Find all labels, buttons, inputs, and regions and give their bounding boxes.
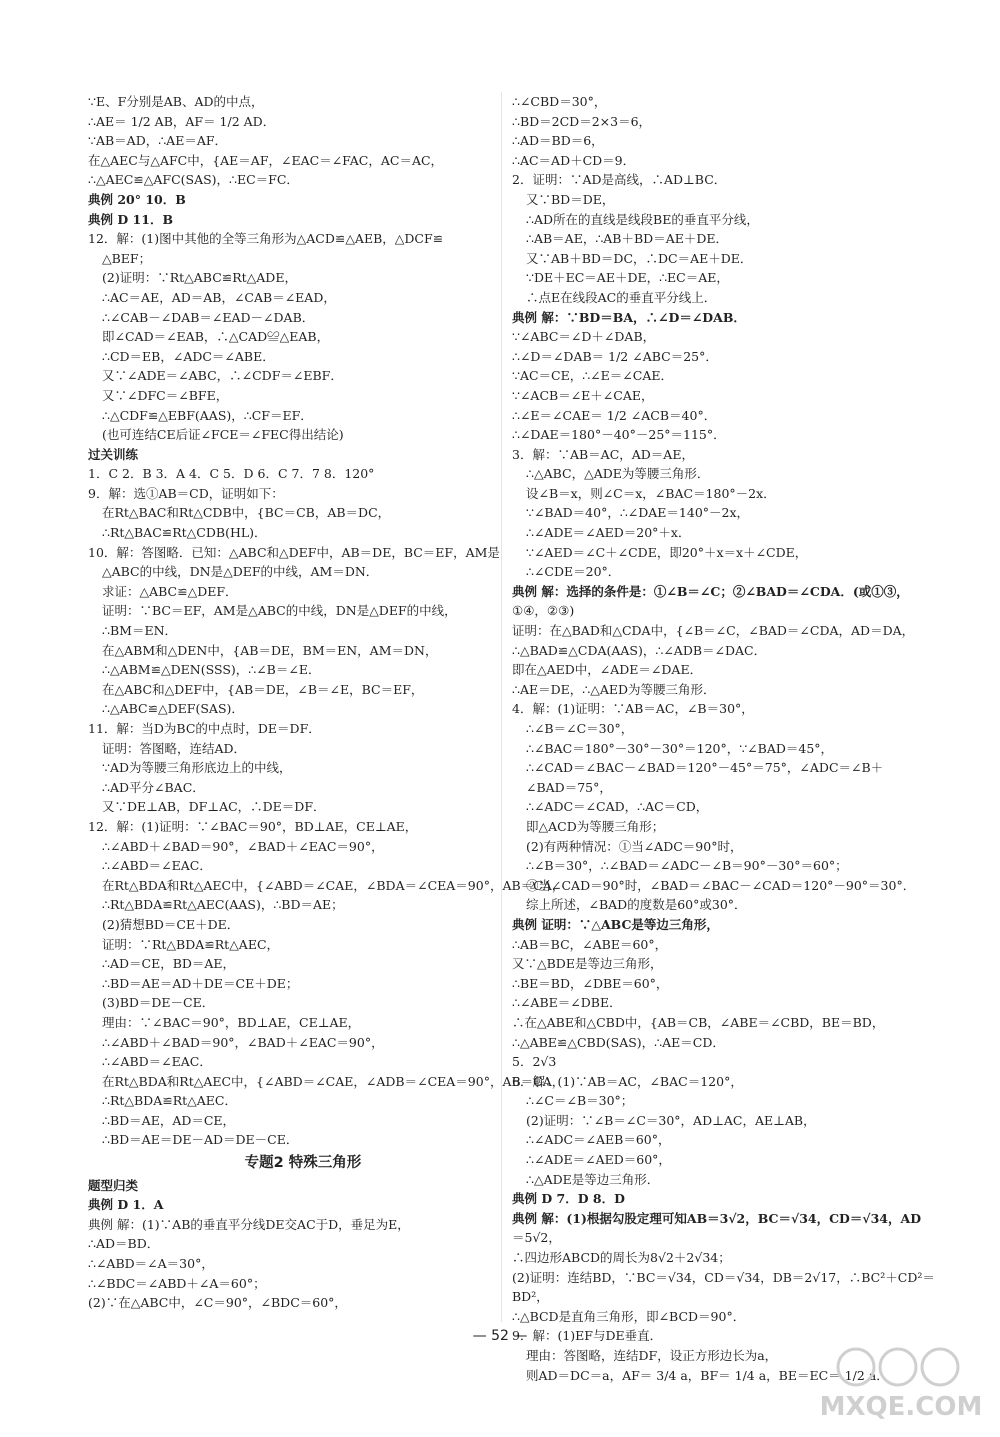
text-line: ∵DE＋EC＝AE＋DE，∴EC＝AE， bbox=[526, 270, 729, 286]
text-line: 在Rt△BAC和Rt△CDB中，{BC＝CB，AB＝DC， bbox=[102, 505, 391, 521]
text-line: 3．解：∵AB＝AC，AD＝AE， bbox=[512, 446, 694, 462]
text-line: ∴△ABE≌△CBD(SAS)，∴AE＝CD． bbox=[512, 1034, 725, 1050]
text-line: ∴∠ADC＝∠CAD，∴AC＝CD， bbox=[526, 799, 709, 815]
section-heading: 专题2 特殊三角形 bbox=[244, 1155, 362, 1172]
text-line: (2)猜想BD＝CE＋DE． bbox=[102, 916, 240, 932]
text-line: △ABC的中线，DN是△DEF的中线，AM＝DN． bbox=[102, 564, 379, 580]
text-line: 又∵DE⊥AB，DF⊥AC，∴DE＝DF． bbox=[102, 799, 326, 815]
text-line: ∴∠C＝∠B＝30°； bbox=[526, 1093, 634, 1109]
text-line: (3)BD＝DE－CE． bbox=[102, 995, 215, 1011]
right-column bbox=[512, 92, 942, 1385]
page-number: — 52 — bbox=[472, 1328, 528, 1344]
text-line: 10．解：答图略．已知：△ABC和△DEF中，AB＝DE，BC＝EF，AM是 bbox=[88, 544, 500, 560]
text-line: 典例 解：选择的条件是：①∠B＝∠C；②∠BAD＝∠CDA．(或①③， bbox=[512, 583, 909, 599]
text-line: ∵∠ABC＝∠D＋∠DAB， bbox=[512, 329, 656, 345]
text-line: ∴∠B＝30°，∴∠BAD＝∠ADC－∠B＝90°－30°＝60°； bbox=[526, 858, 848, 874]
text-line: 典例 D 7．D 8．D bbox=[512, 1191, 625, 1207]
text-line: ∴AC＝AD＋CD＝9． bbox=[512, 152, 636, 168]
text-line: 综上所述，∠BAD的度数是60°或30°． bbox=[526, 897, 747, 913]
text-line: 又∵BD＝DE， bbox=[526, 191, 615, 207]
text-line: ∵∠ACB＝∠E＋∠CAE， bbox=[512, 387, 654, 403]
text-line: ∴△ABC，△ADE为等腰三角形． bbox=[526, 466, 710, 482]
text-line: 5．2√3 bbox=[512, 1054, 557, 1070]
text-line: 求证：△ABC≌△DEF． bbox=[102, 583, 238, 599]
text-line: ∵∠BAD＝40°，∴∠DAE＝140°－2x， bbox=[526, 505, 750, 521]
text-line: ∴∠ADC＝∠AEB＝60°， bbox=[526, 1132, 671, 1148]
text-line: ∴点E在线段AC的垂直平分线上． bbox=[526, 289, 717, 305]
text-line: 在Rt△BDA和Rt△AEC中，{∠ABD＝∠CAE，∠BDA＝∠CEA＝90°，AB＝CA， bbox=[102, 877, 565, 893]
text-line: ∴∠CDE＝20°． bbox=[526, 564, 621, 580]
text-line: (2)证明：连结BD，∵BC＝√34，CD＝√34，DB＝2√17，∴BC²＋CD²＝ bbox=[512, 1269, 935, 1285]
text-line: 在△ABM和△DEN中，{AB＝DE，BM＝EN，AM＝DN， bbox=[102, 642, 438, 658]
watermark-logo bbox=[816, 1337, 986, 1427]
text-line: 证明：在△BAD和△CDA中，{∠B＝∠C，∠BAD＝∠CDA，AD＝DA， bbox=[512, 623, 915, 639]
text-line: 理由：∵∠BAC＝90°，BD⊥AE，CE⊥AE， bbox=[102, 1014, 361, 1030]
text-line: ②当∠CAD＝90°时，∠BAD＝∠BAC－∠CAD＝120°－90°＝30°． bbox=[526, 877, 916, 893]
text-line: ∴∠CBD＝30°， bbox=[512, 94, 607, 109]
text-line: 即∠CAD＝∠EAB，∴△CAD≌△EAB， bbox=[102, 329, 330, 345]
text-line: ∴在△ABE和△CBD中，{AB＝CB，∠ABE＝∠CBD，BE＝BD， bbox=[512, 1014, 885, 1030]
text-line: 又∵∠ADE＝∠ABC，∴∠CDF＝∠EBF． bbox=[102, 368, 343, 384]
text-line: ∴AD所在的直线是线段BE的垂直平分线， bbox=[526, 211, 759, 227]
text-line: ∴AD＝BD． bbox=[88, 1236, 160, 1252]
text-line: 证明：∵Rt△BDA≌Rt△AEC， bbox=[102, 936, 280, 952]
text-line: (2)证明：∵∠B＝∠C＝30°，AD⊥AC，AE⊥AB， bbox=[526, 1112, 816, 1128]
text-line: 9．解：(1)EF与DE垂直． bbox=[512, 1328, 663, 1344]
text-line: ∴AB＝BC，∠ABE＝60°， bbox=[512, 936, 668, 952]
text-line: ∴BD＝2CD＝2×3＝6， bbox=[512, 113, 652, 129]
text-line: (2)有两种情况：①当∠ADC＝90°时， bbox=[526, 838, 743, 854]
text-line: △BEF； bbox=[102, 250, 152, 266]
text-line: ∵∠AED＝∠C＋∠CDE，即20°＋x＝x＋∠CDE， bbox=[526, 544, 808, 560]
text-line: ∠BAD＝75°， bbox=[526, 779, 612, 795]
text-line: ∴∠E＝∠CAE＝ 1/2 ∠ACB＝40°． bbox=[512, 407, 717, 423]
text-line: 证明：∵BC＝EF，AM是△ABC的中线，DN是△DEF的中线， bbox=[102, 603, 457, 619]
text-line: 在Rt△BDA和Rt△AEC中，{∠ABD＝∠CAE，∠ADB＝∠CEA＝90°，AB＝CA， bbox=[102, 1073, 565, 1089]
text-line: 又∵∠DFC＝∠BFE， bbox=[102, 387, 229, 403]
text-line: ∴∠CAD＝∠BAC－∠BAD＝120°－45°＝75°，∠ADC＝∠B＋ bbox=[526, 760, 884, 776]
text-line: ∴∠ADE＝∠AED＝60°， bbox=[526, 1152, 671, 1168]
text-line: ∴△AEC≌△AFC(SAS)，∴EC＝FC． bbox=[88, 172, 299, 188]
text-line: 又∵△BDE是等边三角形， bbox=[512, 956, 663, 972]
text-line: ＝5√2， bbox=[512, 1230, 561, 1246]
text-line: ∴△BAD≌△CDA(AAS)，∴∠ADB＝∠DAC． bbox=[512, 642, 767, 658]
text-line: ∴∠BDC＝∠ABD＋∠A＝60°； bbox=[88, 1275, 266, 1291]
text-line: ∴AD＝CE，BD＝AE， bbox=[102, 956, 236, 972]
text-line: ①④，②③) bbox=[512, 603, 575, 619]
text-line: 理由：答图略，连结DF，设正方形边长为a， bbox=[526, 1348, 778, 1363]
text-line: 题型归类 bbox=[88, 1177, 139, 1193]
text-line: 证明：答图略，连结AD． bbox=[102, 740, 247, 756]
text-line: 即△ACD为等腰三角形； bbox=[526, 818, 665, 834]
text-line: 设∠B＝x，则∠C＝x，∠BAC＝180°－2x． bbox=[526, 485, 776, 501]
text-line: 典例 解：∵BD＝BA，∴∠D＝∠DAB． bbox=[512, 309, 746, 325]
text-line: 4．解：(1)证明：∵AB＝AC，∠B＝30°， bbox=[512, 701, 754, 717]
text-line: ∴△ABM≌△DEN(SSS)，∴∠B＝∠E． bbox=[102, 662, 321, 678]
text-line: ∴∠ABD＋∠BAD＝90°，∠BAD＋∠EAC＝90°， bbox=[102, 1034, 384, 1050]
text-line: 11．解：当D为BC的中点时，DE＝DF． bbox=[88, 721, 321, 736]
text-line: ∴△CDF≌△EBF(AAS)，∴CF＝EF． bbox=[102, 407, 313, 423]
text-line: ∴∠ABD＝∠A＝30°， bbox=[88, 1256, 214, 1272]
text-line: 12．解：(1)证明：∵∠BAC＝90°，BD⊥AE，CE⊥AE， bbox=[88, 818, 418, 834]
text-line: ∴∠BAC＝180°－30°－30°＝120°，∵∠BAD＝45°， bbox=[526, 740, 834, 756]
text-line: ∴四边形ABCD的周长为8√2＋2√34； bbox=[512, 1250, 731, 1266]
text-line: 在△AEC与△AFC中，{AE＝AF，∠EAC＝∠FAC，AC＝AC， bbox=[88, 152, 444, 168]
text-line: ∴AD＝BD＝6， bbox=[512, 133, 604, 149]
text-line: ∴Rt△BDA≌Rt△AEC． bbox=[102, 1093, 237, 1109]
text-line: 典例 证明：∵△ABC是等边三角形， bbox=[512, 916, 719, 932]
text-line: ∴BD＝AE＝DE－AD＝DE－CE． bbox=[102, 1132, 299, 1148]
text-line: 9．解：选①AB＝CD，证明如下： bbox=[88, 485, 284, 501]
text-line: ∴BD＝AE＝AD＋DE＝CE＋DE； bbox=[102, 975, 299, 991]
text-line: ∴∠ABE＝∠DBE． bbox=[512, 995, 622, 1011]
text-line: ∴AE＝ 1/2 AB，AF＝ 1/2 AD． bbox=[88, 113, 276, 129]
text-line: ∴∠ABD＝∠EAC． bbox=[102, 1054, 212, 1070]
text-line: ∴∠ADE＝∠AED＝20°＋x． bbox=[526, 525, 691, 541]
text-line: ∴∠ABD＋∠BAD＝90°，∠BAD＋∠EAC＝90°， bbox=[102, 838, 384, 854]
text-line: ∴∠CAB－∠DAB＝∠EAD－∠DAB． bbox=[102, 309, 315, 325]
text-line: 过关训练 bbox=[88, 446, 139, 462]
text-line: ∴Rt△BDA≌Rt△AEC(AAS)，∴BD＝AE； bbox=[102, 897, 344, 913]
text-line: ∴△BCD是直角三角形，即∠BCD＝90°． bbox=[512, 1308, 746, 1324]
text-line: ∵E、F分别是AB、AD的中点， bbox=[88, 94, 264, 109]
text-line: ∴△ABC≌△DEF(SAS)． bbox=[102, 701, 244, 717]
text-line: ∴∠D＝∠DAB＝ 1/2 ∠ABC＝25°． bbox=[512, 348, 718, 364]
text-line: 12．解：(1)图中其他的全等三角形为△ACD≌△AEB，△DCF≌ bbox=[88, 231, 444, 247]
text-line: 典例 20° 10．B bbox=[88, 191, 186, 207]
text-line: 6．解：(1)∵AB＝AC，∠BAC＝120°， bbox=[512, 1073, 743, 1089]
text-line: ∴∠B＝∠C＝30°， bbox=[526, 721, 634, 736]
text-line: 即在△AED中，∠ADE＝∠DAE． bbox=[512, 662, 703, 678]
text-line: ∴△ADE是等边三角形． bbox=[526, 1171, 660, 1187]
text-line: ∴CD＝EB，∠ADC＝∠ABE． bbox=[102, 348, 275, 364]
text-line: ∴BE＝BD，∠DBE＝60°， bbox=[512, 975, 669, 991]
text-line: 又∵AB＋BD＝DC，∴DC＝AE＋DE． bbox=[526, 250, 753, 266]
text-line: ∴∠DAE＝180°－40°－25°＝115°． bbox=[512, 427, 726, 443]
text-line: 典例 解：(1)根据勾股定理可知AB＝3√2，BC＝√34，CD＝√34，AD bbox=[512, 1210, 922, 1226]
text-line: BD²， bbox=[512, 1289, 549, 1305]
text-line: 1．C 2．B 3．A 4．C 5．D 6．C 7．7 8．120° bbox=[88, 466, 375, 482]
text-line: ∵AC＝CE，∴∠E＝∠CAE． bbox=[512, 368, 673, 384]
text-line: ∴BM＝EN． bbox=[102, 623, 178, 639]
text-line: ∴AD平分∠BAC． bbox=[102, 779, 205, 795]
svg-text:MXQE.COM: MXQE.COM bbox=[819, 1392, 983, 1422]
text-line: ∵AB＝AD，∴AE＝AF． bbox=[88, 133, 228, 149]
text-line: ∴Rt△BAC≌Rt△CDB(HL)． bbox=[102, 525, 267, 541]
text-line: 典例 D 11．B bbox=[88, 211, 174, 227]
text-line: 则AD＝DC＝a，AF＝ 3/4 a，BF＝ 1/4 a，BE＝EC＝ 1/2 a． bbox=[526, 1367, 889, 1383]
text-line: ∴AC＝AE，AD＝AB，∠CAB＝∠EAD， bbox=[102, 289, 336, 305]
text-line: ∴AB＝AE，∴AB＋BD＝AE＋DE． bbox=[526, 231, 728, 247]
text-line: 典例 D 1．A bbox=[88, 1197, 164, 1213]
text-line: (2)∵在△ABC中，∠C＝90°，∠BDC＝60°， bbox=[88, 1295, 347, 1311]
text-line: ∴AE＝DE，∴△AED为等腰三角形． bbox=[512, 681, 716, 697]
text-line: 在△ABC和△DEF中，{AB＝DE，∠B＝∠E，BC＝EF， bbox=[102, 681, 424, 697]
text-line: 2．证明：∵AD是高线，∴AD⊥BC． bbox=[512, 172, 727, 188]
text-line: (2)证明：∵Rt△ABC≌Rt△ADE， bbox=[102, 270, 297, 286]
text-line: ∴BD＝AE，AD＝CE， bbox=[102, 1112, 236, 1128]
text-line: ∵AD为等腰三角形底边上的中线， bbox=[102, 760, 292, 776]
text-line: (也可连结CE后证∠FCE＝∠FEC得出结论) bbox=[102, 427, 344, 443]
text-line: 典例 解：(1)∵AB的垂直平分线DE交AC于D，垂足为E， bbox=[88, 1216, 410, 1232]
text-line: ∴∠ABD＝∠EAC． bbox=[102, 858, 212, 874]
